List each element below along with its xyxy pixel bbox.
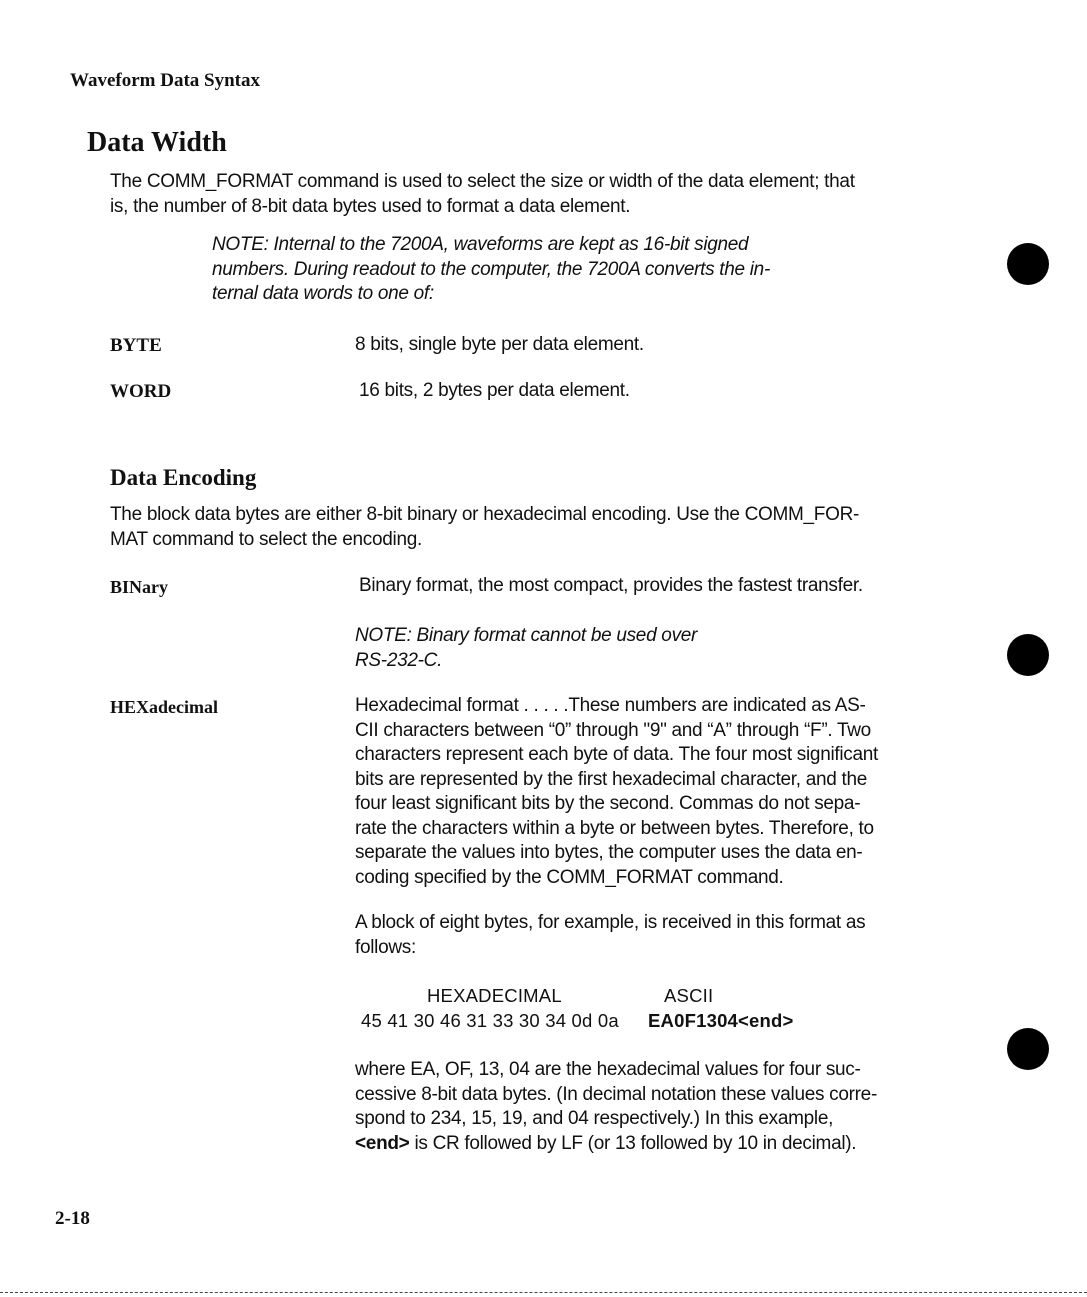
text-line: spond to 234, 15, 19, and 04 respectively.) In this example, [355,1108,834,1129]
term-byte: BYTE [110,335,162,356]
term-word: WORD [110,381,172,402]
example-header-ascii: ASCII [664,985,714,1006]
desc-word: 16 bits, 2 bytes per data element. [359,380,630,401]
hex-paragraph-3 [355,1058,877,1156]
binder-hole-middle [1007,634,1049,676]
binder-hole-bottom [1007,1028,1049,1070]
desc-binary: Binary format, the most compact, provides the fastest transfer. [359,575,863,596]
running-header: Waveform Data Syntax [70,70,260,91]
binder-hole-top [1007,243,1049,285]
text-line [355,1132,877,1157]
example-header-hexadecimal: HEXADECIMAL [427,985,562,1006]
scan-edge-line [0,1292,1087,1293]
text-line: The block data bytes are either 8-bit binary or hexadecimal encoding. Use the COMM_FOR- [110,504,860,525]
text-fragment: is CR followed by LF (or 13 followed by 10 in decimal). [409,1132,857,1154]
text-line: A block of eight bytes, for example, is received in this format as [355,912,866,933]
text-line: CII characters between “0” through "9" and “A” through “F”. Two [355,719,871,741]
text-line: four least significant bits by the second. Commas do not sepa- [355,793,861,814]
text-line: bits are represented by the first hexadecimal character, and the [355,768,868,790]
example-value-hexadecimal: 45 41 30 46 31 33 30 34 0d 0a [361,1010,619,1031]
desc-byte: 8 bits, single byte per data element. [355,334,644,355]
end-token: <end> [355,1132,410,1154]
text-line: where EA, OF, 13, 04 are the hexadecimal values for four suc- [355,1059,861,1080]
internal-format-note [212,233,770,307]
text-line: rate the characters within a byte or between bytes. Therefore, to [355,817,874,839]
text-line: is, the number of 8-bit data bytes used to format a data element. [110,195,631,217]
text-line: NOTE: Binary format cannot be used over [355,625,698,646]
section-heading-data-encoding: Data Encoding [110,465,257,490]
text-line: numbers. During readout to the computer, the 7200A converts the in- [212,258,770,280]
binary-note [355,624,697,673]
text-line: cessive 8-bit data bytes. (In decimal notation these values corre- [355,1083,877,1105]
text-line: Hexadecimal format . . . . .These numbers are indicated as AS- [355,695,866,716]
term-binary: BINary [110,577,168,597]
term-hexadecimal: HEXadecimal [110,697,218,717]
text-line: RS-232-C. [355,649,443,671]
text-line: ternal data words to one of: [212,283,434,304]
text-line: NOTE: Internal to the 7200A, waveforms are kept as 16-bit signed [212,234,749,255]
text-line: coding specified by the COMM_FORMAT command. [355,866,784,888]
text-line: separate the values into bytes, the computer uses the data en- [355,842,863,863]
text-line: MAT command to select the encoding. [110,528,422,550]
data-encoding-intro [110,503,859,552]
text-line: characters represent each byte of data. The four most significant [355,744,878,765]
data-width-intro [110,170,855,219]
section-heading-data-width: Data Width [87,127,227,158]
text-line: follows: [355,936,416,958]
hex-paragraph-2 [355,911,865,960]
page-number: 2-18 [55,1208,90,1229]
hex-paragraph-1 [355,694,878,890]
example-value-ascii: EA0F1304<end> [648,1010,794,1031]
text-line: The COMM_FORMAT command is used to select the size or width of the data element; that [110,171,855,192]
